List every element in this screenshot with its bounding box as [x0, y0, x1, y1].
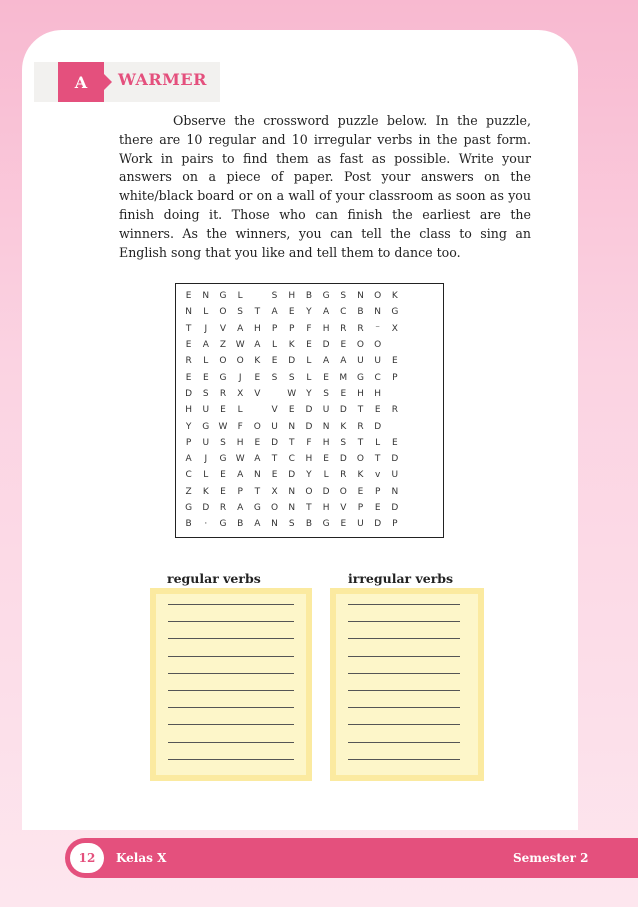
answer-line[interactable]: [348, 724, 460, 725]
puzzle-cell: S: [340, 437, 347, 448]
answer-line[interactable]: [168, 724, 294, 725]
puzzle-cell: P: [374, 486, 381, 497]
puzzle-cell: [403, 321, 420, 337]
puzzle-cell: L: [203, 307, 209, 318]
irregular-verbs-answer-box[interactable]: [330, 588, 484, 781]
puzzle-cell: C: [340, 307, 347, 318]
puzzle-cell: [403, 500, 420, 516]
puzzle-cell: L: [306, 372, 312, 383]
puzzle-cell: B: [357, 307, 364, 318]
puzzle-cell: R: [185, 356, 192, 367]
puzzle-cell: R: [340, 323, 347, 334]
puzzle-cell: Y: [306, 307, 312, 318]
puzzle-cell: D: [391, 454, 399, 465]
puzzle-cell: N: [322, 421, 330, 432]
puzzle-cell: [403, 435, 420, 451]
puzzle-cell: C: [288, 454, 295, 465]
answer-line[interactable]: [348, 759, 460, 760]
puzzle-cell: U: [357, 519, 364, 530]
puzzle-cell: E: [374, 405, 381, 416]
puzzle-cell: D: [339, 454, 347, 465]
answer-line[interactable]: [348, 621, 460, 622]
puzzle-cell: E: [254, 372, 261, 383]
puzzle-cell: [403, 418, 420, 434]
puzzle-cell: Y: [306, 388, 312, 399]
puzzle-cell: E: [185, 340, 192, 351]
answer-line[interactable]: [348, 604, 460, 605]
puzzle-cell: S: [288, 519, 295, 530]
answer-line[interactable]: [168, 742, 294, 743]
puzzle-cell: F: [237, 421, 243, 432]
puzzle-cell: [249, 288, 266, 304]
puzzle-cell: R: [219, 388, 227, 399]
word-search-puzzle: [175, 283, 444, 538]
puzzle-cell: T: [374, 454, 381, 465]
puzzle-cell: L: [323, 470, 329, 481]
irregular-verbs-label: irregular verbs: [348, 571, 454, 586]
puzzle-cell: [403, 386, 420, 402]
puzzle-cell: Z: [185, 486, 192, 497]
puzzle-cell: R: [219, 503, 227, 513]
puzzle-cell: O: [374, 340, 382, 351]
puzzle-cell: ·: [204, 519, 208, 530]
puzzle-cell: K: [254, 356, 261, 367]
puzzle-cell: U: [374, 356, 381, 367]
puzzle-cell: S: [288, 372, 295, 383]
puzzle-cell: [403, 288, 420, 304]
instructions-paragraph: [119, 112, 531, 262]
puzzle-cell: T: [306, 503, 312, 513]
puzzle-cell: [421, 288, 438, 304]
puzzle-cell: K: [288, 340, 295, 351]
puzzle-cell: [403, 402, 420, 418]
puzzle-cell: C: [374, 372, 381, 383]
puzzle-cell: V: [271, 405, 278, 416]
puzzle-cell: L: [203, 470, 209, 481]
regular-verbs-answer-box[interactable]: [150, 588, 312, 781]
puzzle-cell: Z: [219, 340, 227, 351]
puzzle-cell: G: [219, 291, 227, 302]
answer-line[interactable]: [348, 638, 460, 639]
puzzle-cell: [403, 353, 420, 369]
puzzle-cell: H: [322, 437, 330, 448]
footer-semester-label: Semester 2: [513, 851, 589, 865]
puzzle-cell: D: [305, 405, 313, 416]
puzzle-cell: [421, 451, 438, 467]
puzzle-grid: [180, 288, 438, 532]
puzzle-cell: K: [391, 291, 398, 302]
puzzle-cell: N: [185, 307, 192, 318]
puzzle-cell: G: [219, 519, 227, 530]
puzzle-cell: D: [185, 388, 193, 399]
puzzle-cell: T: [357, 437, 364, 448]
puzzle-cell: D: [322, 340, 330, 351]
puzzle-cell: N: [374, 307, 382, 318]
puzzle-cell: H: [374, 388, 382, 399]
puzzle-cell: D: [374, 421, 382, 432]
puzzle-cell: [421, 467, 438, 483]
puzzle-cell: A: [340, 356, 347, 367]
section-badge: A: [58, 62, 104, 102]
puzzle-cell: B: [185, 519, 192, 530]
puzzle-cell: E: [254, 437, 261, 448]
section-title: WARMER: [118, 70, 207, 89]
puzzle-cell: L: [237, 291, 243, 302]
puzzle-cell: N: [271, 519, 278, 530]
puzzle-cell: A: [237, 503, 244, 513]
puzzle-cell: D: [391, 503, 399, 513]
puzzle-cell: O: [253, 421, 261, 432]
puzzle-cell: O: [219, 356, 227, 367]
puzzle-cell: P: [392, 372, 398, 383]
puzzle-cell: T: [271, 454, 278, 465]
puzzle-cell: S: [202, 388, 209, 399]
puzzle-cell: G: [391, 307, 399, 318]
puzzle-cell: A: [237, 470, 244, 481]
puzzle-cell: N: [288, 503, 296, 513]
puzzle-cell: [386, 337, 403, 353]
puzzle-cell: E: [288, 307, 295, 318]
puzzle-cell: [421, 484, 438, 500]
puzzle-cell: E: [202, 372, 209, 383]
answer-line[interactable]: [348, 656, 460, 657]
puzzle-cell: A: [202, 340, 209, 351]
puzzle-cell: S: [220, 437, 226, 448]
page-number: 12: [70, 843, 104, 873]
puzzle-cell: H: [185, 405, 192, 416]
puzzle-cell: H: [322, 503, 330, 513]
puzzle-cell: X: [237, 388, 244, 399]
puzzle-cell: V: [219, 323, 227, 334]
answer-line[interactable]: [168, 638, 294, 639]
puzzle-cell: K: [340, 421, 347, 432]
puzzle-cell: E: [340, 340, 347, 351]
puzzle-cell: E: [323, 372, 329, 383]
puzzle-cell: G: [202, 421, 210, 432]
puzzle-cell: v: [374, 470, 381, 481]
puzzle-cell: H: [236, 437, 244, 448]
puzzle-cell: A: [323, 356, 330, 367]
puzzle-cell: E: [340, 519, 347, 530]
puzzle-cell: O: [270, 503, 279, 513]
answer-line[interactable]: [348, 742, 460, 743]
puzzle-cell: J: [238, 372, 242, 383]
answer-line[interactable]: [168, 759, 294, 760]
puzzle-cell: L: [375, 437, 381, 448]
puzzle-cell: N: [288, 421, 296, 432]
puzzle-cell: S: [237, 307, 244, 318]
puzzle-cell: D: [271, 437, 278, 448]
puzzle-cell: U: [391, 470, 399, 481]
puzzle-cell: E: [306, 340, 312, 351]
puzzle-cell: E: [340, 388, 347, 399]
puzzle-cell: G: [219, 372, 227, 383]
puzzle-cell: O: [219, 307, 227, 318]
puzzle-cell: D: [202, 503, 210, 513]
puzzle-cell: F: [306, 437, 312, 448]
puzzle-cell: D: [288, 356, 296, 367]
puzzle-cell: E: [271, 356, 278, 367]
puzzle-cell: [421, 500, 438, 516]
answer-line[interactable]: [348, 690, 460, 691]
puzzle-cell: [421, 353, 438, 369]
puzzle-cell: P: [392, 519, 398, 530]
puzzle-cell: T: [357, 405, 364, 416]
puzzle-cell: [421, 516, 438, 532]
puzzle-cell: [421, 418, 438, 434]
puzzle-cell: E: [220, 486, 226, 497]
puzzle-cell: G: [322, 519, 330, 530]
puzzle-cell: A: [185, 454, 192, 465]
puzzle-cell: H: [253, 323, 261, 334]
arrow-icon: [104, 74, 112, 90]
puzzle-cell: [421, 369, 438, 385]
puzzle-cell: S: [271, 291, 278, 302]
puzzle-cell: T: [288, 437, 295, 448]
puzzle-cell: B: [305, 519, 312, 530]
puzzle-cell: R: [391, 405, 398, 416]
puzzle-cell: T: [254, 307, 261, 318]
puzzle-cell: O: [236, 356, 244, 367]
puzzle-cell: [403, 304, 420, 320]
footer-class-label: Kelas X: [116, 851, 167, 865]
puzzle-cell: E: [374, 503, 381, 513]
puzzle-cell: [403, 337, 420, 353]
puzzle-cell: N: [288, 486, 296, 497]
puzzle-cell: P: [357, 503, 364, 513]
puzzle-cell: D: [305, 421, 313, 432]
regular-verbs-label: regular verbs: [167, 571, 261, 586]
puzzle-cell: O: [305, 486, 313, 497]
puzzle-cell: U: [322, 405, 330, 416]
answer-line[interactable]: [168, 690, 294, 691]
puzzle-cell: V: [340, 503, 347, 513]
puzzle-cell: E: [271, 470, 278, 481]
puzzle-cell: [249, 402, 266, 418]
puzzle-cell: E: [392, 437, 398, 448]
puzzle-cell: X: [271, 486, 278, 497]
puzzle-cell: [403, 484, 420, 500]
puzzle-cell: G: [185, 503, 193, 513]
puzzle-cell: K: [202, 486, 209, 497]
puzzle-cell: F: [306, 323, 312, 334]
puzzle-cell: A: [323, 307, 330, 318]
puzzle-cell: G: [253, 503, 261, 513]
puzzle-cell: [403, 451, 420, 467]
puzzle-cell: N: [202, 291, 210, 302]
puzzle-cell: Y: [306, 470, 312, 481]
puzzle-cell: A: [237, 323, 244, 334]
puzzle-cell: E: [323, 454, 329, 465]
puzzle-cell: A: [254, 340, 261, 351]
instructions-text: Observe the crossword puzzle below. In the puzzle, there are 10 regular and 10 irregular verbs in the past form. Work in pairs to find them as fast as possible. Write your answers on a piece of paper. Post your answers on the white/black board or on a wall of your classroom as soon as you finish doing it. Those who can finish the earliest are the winners. As the winners, you can tell the class to sing an English song that you like and tell them to dance too.: [119, 113, 531, 260]
puzzle-cell: E: [392, 356, 398, 367]
puzzle-cell: O: [374, 291, 382, 302]
puzzle-cell: H: [305, 454, 313, 465]
puzzle-cell: R: [357, 421, 364, 432]
puzzle-cell: J: [204, 454, 208, 465]
puzzle-cell: [421, 435, 438, 451]
puzzle-cell: [386, 418, 403, 434]
puzzle-cell: [403, 467, 420, 483]
answer-line[interactable]: [168, 604, 294, 605]
puzzle-cell: [386, 386, 403, 402]
puzzle-cell: [421, 386, 438, 402]
puzzle-cell: V: [254, 388, 261, 399]
puzzle-cell: X: [391, 323, 398, 334]
puzzle-cell: S: [340, 291, 347, 302]
puzzle-cell: W: [235, 454, 245, 465]
puzzle-cell: [421, 402, 438, 418]
puzzle-cell: H: [357, 388, 364, 399]
puzzle-cell: M: [339, 372, 348, 383]
answer-line[interactable]: [348, 707, 460, 708]
puzzle-cell: D: [374, 519, 382, 530]
puzzle-cell: R: [340, 470, 347, 481]
puzzle-cell: [421, 304, 438, 320]
puzzle-cell: E: [185, 372, 192, 383]
puzzle-cell: W: [235, 340, 245, 351]
puzzle-cell: O: [356, 454, 365, 465]
puzzle-cell: E: [220, 470, 226, 481]
puzzle-cell: [266, 386, 283, 402]
puzzle-cell: U: [202, 437, 210, 448]
puzzle-cell: O: [356, 340, 365, 351]
puzzle-cell: E: [288, 405, 295, 416]
puzzle-cell: G: [356, 372, 364, 383]
puzzle-cell: G: [219, 454, 227, 465]
puzzle-cell: P: [271, 323, 278, 334]
puzzle-cell: A: [254, 519, 261, 530]
puzzle-cell: [421, 337, 438, 353]
puzzle-cell: D: [322, 486, 330, 497]
puzzle-cell: E: [220, 405, 226, 416]
puzzle-cell: E: [357, 486, 364, 497]
puzzle-cell: D: [339, 405, 347, 416]
puzzle-cell: U: [357, 356, 364, 367]
puzzle-cell: [403, 516, 420, 532]
puzzle-cell: S: [271, 372, 278, 383]
puzzle-cell: T: [254, 486, 261, 497]
puzzle-cell: [421, 321, 438, 337]
puzzle-cell: L: [203, 356, 209, 367]
puzzle-cell: [403, 369, 420, 385]
puzzle-cell: U: [271, 421, 278, 432]
answer-line[interactable]: [168, 707, 294, 708]
puzzle-cell: P: [185, 437, 192, 448]
puzzle-cell: O: [339, 486, 347, 497]
puzzle-cell: K: [357, 470, 364, 481]
puzzle-cell: L: [237, 405, 243, 416]
puzzle-cell: ⁻: [375, 323, 381, 334]
answer-line[interactable]: [168, 656, 294, 657]
puzzle-cell: D: [288, 470, 296, 481]
answer-line[interactable]: [348, 673, 460, 674]
puzzle-cell: T: [185, 323, 192, 334]
answer-line[interactable]: [168, 673, 294, 674]
puzzle-cell: G: [322, 291, 330, 302]
puzzle-cell: J: [204, 323, 208, 334]
puzzle-cell: N: [357, 291, 364, 302]
answer-line[interactable]: [168, 621, 294, 622]
puzzle-cell: W: [218, 421, 228, 432]
puzzle-cell: N: [391, 486, 399, 497]
puzzle-cell: C: [185, 470, 192, 481]
puzzle-cell: A: [271, 307, 278, 318]
puzzle-cell: U: [202, 405, 210, 416]
puzzle-cell: B: [305, 291, 312, 302]
puzzle-cell: P: [237, 486, 243, 497]
puzzle-cell: B: [237, 519, 244, 530]
puzzle-cell: L: [272, 340, 278, 351]
puzzle-cell: Y: [185, 421, 192, 432]
puzzle-cell: S: [323, 388, 329, 399]
puzzle-cell: N: [253, 470, 261, 481]
puzzle-cell: H: [288, 291, 296, 302]
puzzle-cell: H: [322, 323, 330, 334]
puzzle-cell: P: [289, 323, 295, 334]
puzzle-cell: L: [306, 356, 312, 367]
puzzle-cell: W: [287, 388, 297, 399]
puzzle-cell: R: [357, 323, 364, 334]
puzzle-cell: E: [185, 291, 192, 302]
puzzle-cell: A: [254, 454, 261, 465]
